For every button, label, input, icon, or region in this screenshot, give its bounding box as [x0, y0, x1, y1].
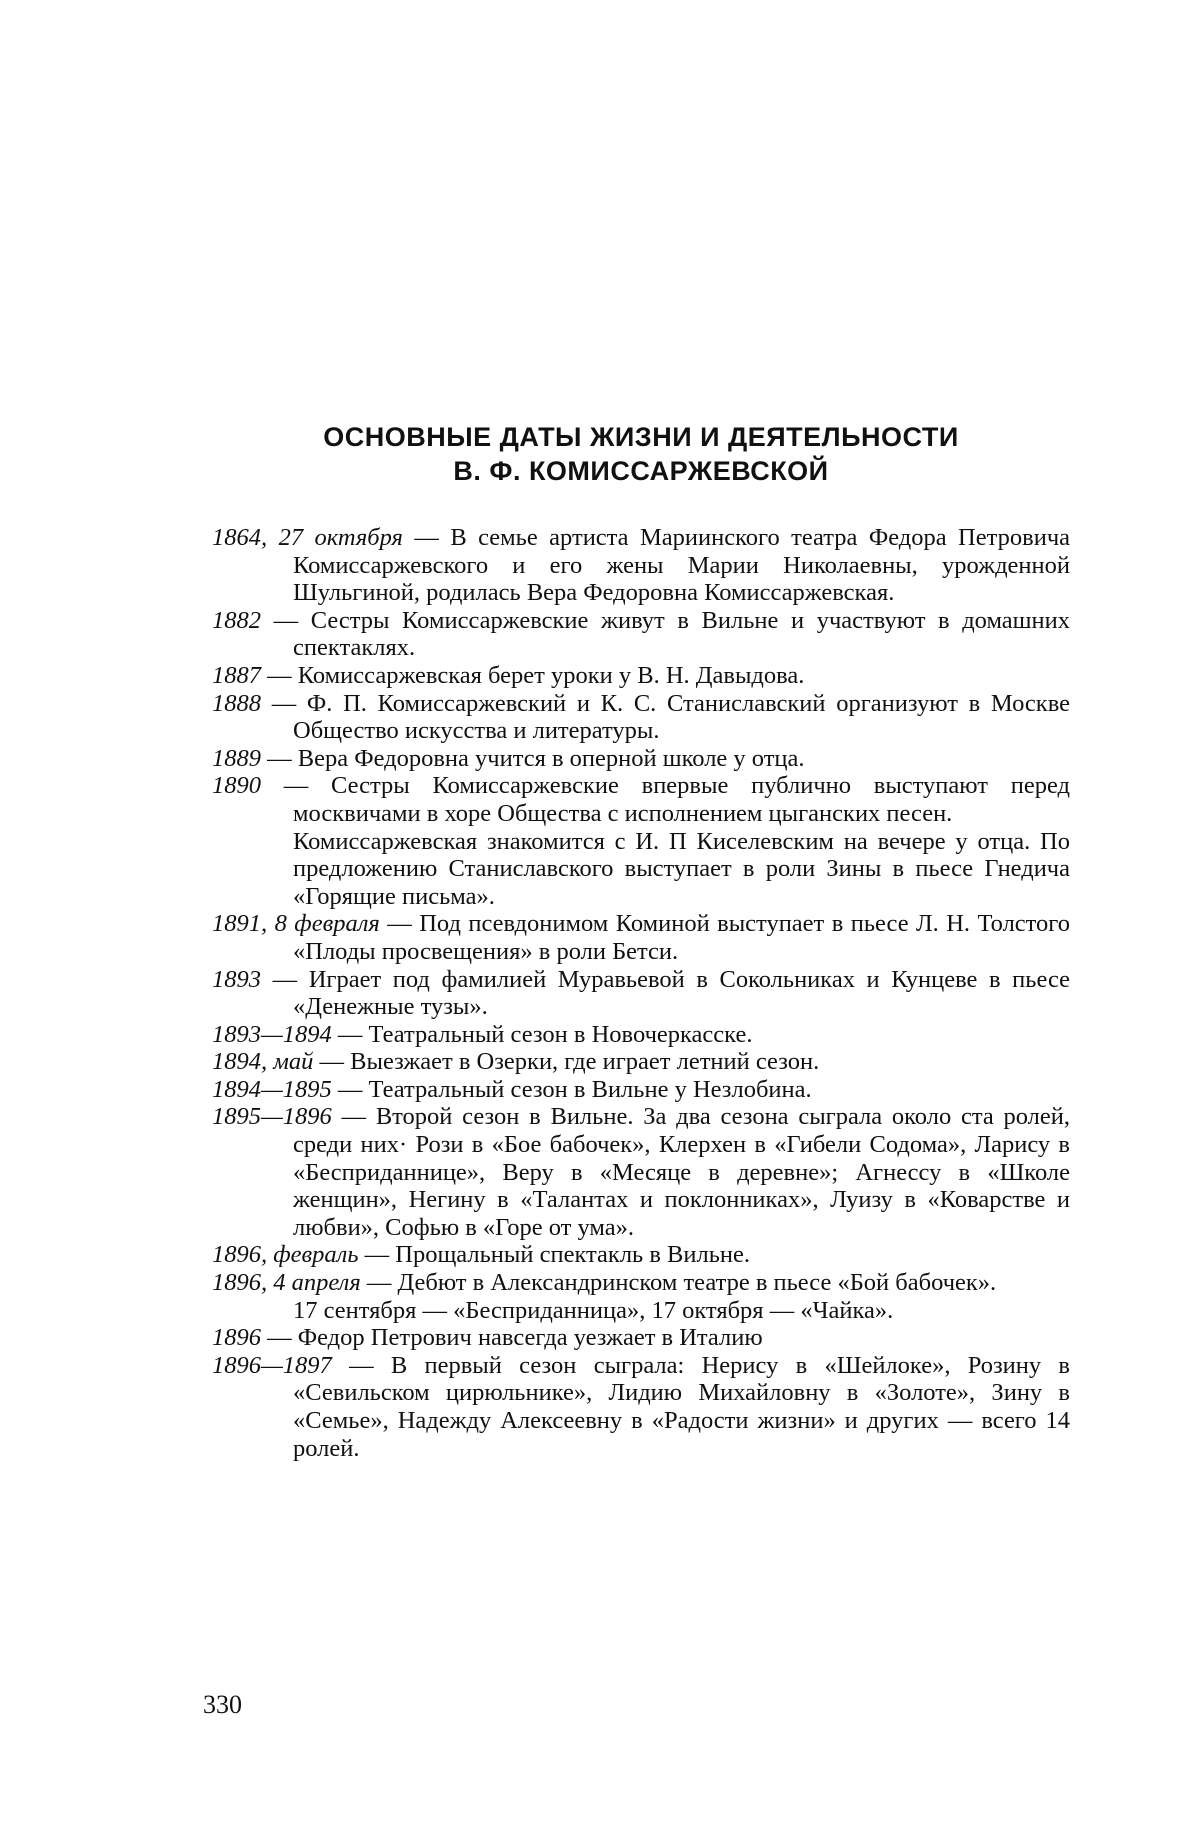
chronology-entry [212, 1048, 1070, 1076]
entry-separator: — [261, 606, 311, 634]
entry-text: Дебют в Александринском театре в пьесе «Бой бабочек». [397, 1269, 997, 1297]
entry-date: 1890 [212, 772, 261, 800]
chronology-entry [212, 828, 1070, 911]
entry-text: 17 сентября — «Бесприданница», 17 октября — «Чайка». [293, 1296, 894, 1324]
entry-date: 1895—1896 [212, 1103, 332, 1131]
entry-separator: — [261, 772, 332, 800]
entry-date: 1887 [212, 661, 261, 689]
entry-text: Комиссаржевская берет уроки у В. Н. Давыдова. [297, 661, 805, 689]
entry-date: 1893 [212, 965, 261, 993]
entry-text: Вера Федоровна учится в оперной школе у отца. [297, 744, 805, 772]
entry-separator: — [379, 910, 420, 938]
entry-separator: — [261, 965, 309, 993]
chronology-entry [212, 662, 1070, 690]
entry-date: 1891, 8 февраля [212, 910, 380, 938]
entry-separator: — [331, 1103, 376, 1131]
entry-date: 1893—1894 [212, 1020, 332, 1048]
entry-date: 1896, февраль [212, 1241, 359, 1269]
entry-text: В семье артиста Мариинского театра Федора Петровича Комиссаржевского и его жены Марии Николаевны, урожденной Шульгиной, родилась Вера Федоровна Комиссаржевская. [293, 524, 1071, 607]
title-line-2: В. Ф. КОМИССАРЖЕВСКОЙ [453, 456, 829, 486]
chronology-entry [212, 1076, 1070, 1104]
entry-date: 1864, 27 октября [212, 524, 403, 551]
entry-separator: — [360, 1269, 398, 1297]
entry-text: Сестры Комиссаржевские живут в Вильне и участвуют в домашних спектаклях. [293, 606, 1070, 662]
chronology-entry [212, 1269, 1070, 1297]
entry-text: Федор Петрович навсегда уезжает в Италию [297, 1324, 763, 1352]
chronology-entry [212, 524, 1070, 607]
entry-text: Под псевдонимом Коминой выступает в пьесе Л. Н. Толстого «Плоды просвещения» в роли Бетси. [293, 910, 1070, 965]
entry-date: 1896 [212, 1324, 261, 1352]
entry-separator: — [261, 661, 298, 689]
chronology-entry [212, 1297, 1070, 1325]
entry-separator: — [261, 689, 307, 717]
entry-date: 1894—1895 [212, 1075, 332, 1103]
entry-separator: — [358, 1241, 396, 1269]
chronology-entry [212, 607, 1070, 662]
entry-date: 1894, май [212, 1048, 314, 1076]
chronology-entry [212, 1241, 1070, 1269]
entry-text: Комиссаржевская знакомится с И. П Киселевским на вечере у отца. По предложению Станиславского выступает в роли Зины в пьесе Гнедича «Горящие письма». [293, 827, 1070, 910]
chronology-entry [212, 1103, 1070, 1241]
entry-text: Играет под фамилией Муравьевой в Сокольниках и Кунцеве в пьесе «Денежные тузы». [293, 965, 1070, 1021]
entry-date: 1896, 4 апреля [212, 1269, 361, 1297]
page-title [212, 420, 1070, 488]
chronology-entry [212, 966, 1070, 1021]
entry-separator: — [331, 1075, 369, 1103]
entry-separator: — [261, 1324, 298, 1352]
entry-date: 1888 [212, 689, 261, 717]
chronology-list [212, 524, 1070, 1462]
entry-separator: — [402, 524, 451, 551]
entry-text: В первый сезон сыграла: Нерису в «Шейлоке», Розину в «Севильском цирюльнике», Лидию Михайловну в «Золоте», Зину в «Семье», Надежду Алексеевну в «Радости жизни» и других — всего 14 ролей. [293, 1351, 1071, 1462]
entry-date: 1882 [212, 606, 261, 634]
entry-text: Прощальный спектакль в Вильне. [395, 1241, 751, 1269]
chronology-entry [212, 690, 1070, 745]
chronology-entry [212, 910, 1070, 965]
entry-text: Театральный сезон в Новочеркасске. [368, 1020, 753, 1048]
entry-text: Ф. П. Комиссаржевский и К. С. Станиславский организуют в Москве Общество искусства и литературы. [293, 689, 1070, 745]
chronology-entry [212, 1021, 1070, 1049]
entry-separator: — [331, 1020, 369, 1048]
page-number: 330 [203, 1690, 242, 1719]
entry-separator: — [261, 744, 298, 772]
entry-text: Сестры Комиссаржевские впервые публично выступают перед москвичами в хоре Общества с исполнением цыганских песен. [293, 772, 1070, 827]
chronology-entry [212, 1324, 1070, 1352]
entry-text: Театральный сезон в Вильне у Незлобина. [368, 1075, 812, 1103]
entry-separator: — [313, 1048, 351, 1076]
chronology-entry [212, 772, 1070, 827]
entry-separator: — [331, 1351, 391, 1379]
entry-date: 1889 [212, 744, 261, 772]
entry-text: Выезжает в Озерки, где играет летний сезон. [350, 1048, 820, 1076]
chronology-entry [212, 1352, 1070, 1462]
chronology-entry [212, 745, 1070, 773]
entry-date: 1896—1897 [212, 1351, 332, 1379]
entry-text: Второй сезон в Вильне. За два сезона сыграла около ста ролей, среди них· Рози в «Бое бабочек», Клерхен в «Гибели Содома», Ларису в «Бесприданнице», Веру в «Месяце в деревне»; Агнессу в «Школе женщин», Негину в «Талантах и поклонниках», Луизу в «Коварстве и любви», Софью в «Горе от ума». [293, 1103, 1070, 1241]
title-line-1: ОСНОВНЫЕ ДАТЫ ЖИЗНИ И ДЕЯТЕЛЬНОСТИ [323, 422, 959, 452]
document-page [212, 420, 1070, 1462]
